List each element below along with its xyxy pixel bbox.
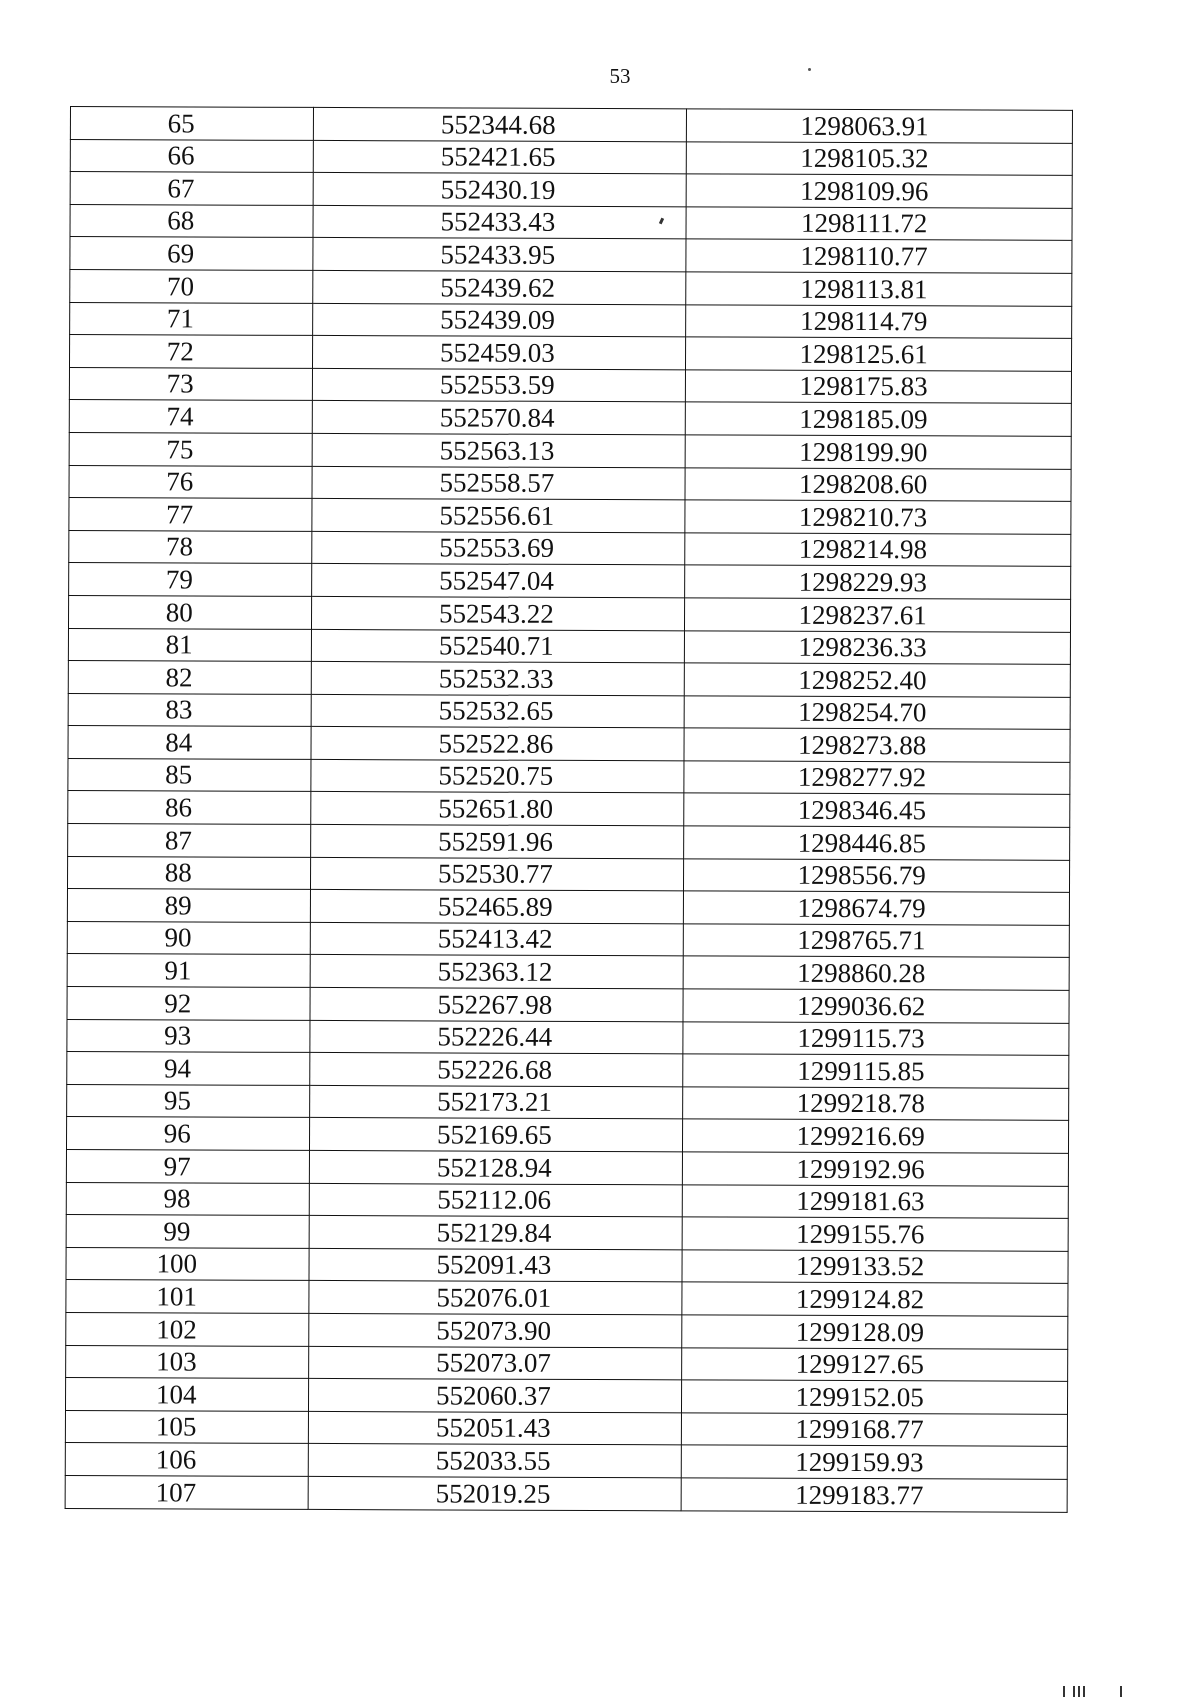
point-number-cell: 73 xyxy=(69,367,313,401)
table-row xyxy=(69,367,1071,403)
x-coordinate-cell: 552591.96 xyxy=(311,824,684,858)
x-coordinate-cell: 552226.68 xyxy=(310,1053,683,1087)
page-number: 53 xyxy=(609,64,631,88)
y-coordinate-cell: 1299155.76 xyxy=(682,1217,1068,1251)
y-coordinate-cell: 1298446.85 xyxy=(684,826,1070,860)
x-coordinate-cell: 552522.86 xyxy=(311,727,684,761)
point-number-cell: 74 xyxy=(69,400,313,434)
coordinates-table-body xyxy=(65,107,1072,1512)
y-coordinate-cell: 1298765.71 xyxy=(683,924,1069,958)
point-number-cell: 77 xyxy=(69,498,313,532)
point-number-cell: 72 xyxy=(69,335,313,369)
y-coordinate-cell: 1298254.70 xyxy=(684,696,1070,730)
x-coordinate-cell: 552091.43 xyxy=(309,1248,682,1282)
point-number-cell: 100 xyxy=(66,1247,310,1281)
y-coordinate-cell: 1298125.61 xyxy=(686,337,1072,371)
y-coordinate-cell: 1299192.96 xyxy=(683,1152,1069,1186)
table-row xyxy=(68,628,1070,664)
x-coordinate-cell: 552433.43 xyxy=(313,205,686,239)
table-row xyxy=(69,530,1071,566)
point-number-cell: 85 xyxy=(68,758,312,792)
table-row xyxy=(66,1247,1068,1283)
y-coordinate-cell: 1299115.73 xyxy=(683,1021,1069,1055)
point-number-cell: 75 xyxy=(69,432,313,466)
point-number-cell: 71 xyxy=(70,302,314,336)
table-row xyxy=(70,302,1072,338)
x-coordinate-cell: 552558.57 xyxy=(312,466,685,500)
table-row xyxy=(69,335,1071,371)
x-coordinate-cell: 552465.89 xyxy=(311,890,684,924)
table-row xyxy=(70,107,1072,143)
table-row xyxy=(69,498,1071,534)
scan-edge-marks xyxy=(1063,1686,1123,1697)
x-coordinate-cell: 552073.90 xyxy=(309,1313,682,1347)
x-coordinate-cell: 552532.33 xyxy=(312,662,685,696)
point-number-cell: 82 xyxy=(68,661,312,695)
table-row xyxy=(65,1410,1067,1446)
point-number-cell: 96 xyxy=(66,1117,310,1151)
table-row xyxy=(67,889,1069,925)
x-coordinate-cell: 552051.43 xyxy=(309,1411,682,1445)
y-coordinate-cell: 1298214.98 xyxy=(685,533,1071,567)
point-number-cell: 93 xyxy=(67,1019,311,1053)
table-row xyxy=(66,1215,1068,1251)
table-row xyxy=(65,1378,1067,1414)
y-coordinate-cell: 1298199.90 xyxy=(685,435,1071,469)
point-number-cell: 102 xyxy=(66,1312,310,1346)
table-row xyxy=(68,595,1070,631)
y-coordinate-cell: 1298252.40 xyxy=(684,663,1070,697)
point-number-cell: 91 xyxy=(67,954,311,988)
x-coordinate-cell: 552344.68 xyxy=(314,107,687,141)
point-number-cell: 103 xyxy=(66,1345,310,1379)
x-coordinate-cell: 552563.13 xyxy=(313,433,686,467)
y-coordinate-cell: 1299181.63 xyxy=(682,1184,1068,1218)
point-number-cell: 88 xyxy=(67,856,311,890)
table-row xyxy=(70,237,1072,273)
y-coordinate-cell: 1298674.79 xyxy=(684,891,1070,925)
point-number-cell: 94 xyxy=(67,1052,311,1086)
table-row xyxy=(67,1052,1069,1088)
point-number-cell: 90 xyxy=(67,921,311,955)
y-coordinate-cell: 1298236.33 xyxy=(685,630,1071,664)
y-coordinate-cell: 1298277.92 xyxy=(684,761,1070,795)
x-coordinate-cell: 552267.98 xyxy=(310,987,683,1021)
table-row xyxy=(67,987,1069,1023)
point-number-cell: 89 xyxy=(67,889,311,923)
y-coordinate-cell: 1299128.09 xyxy=(682,1315,1068,1349)
y-coordinate-cell: 1299183.77 xyxy=(681,1478,1067,1512)
point-number-cell: 65 xyxy=(70,107,314,141)
x-coordinate-cell: 552543.22 xyxy=(312,596,685,630)
x-coordinate-cell: 552540.71 xyxy=(312,629,685,663)
y-coordinate-cell: 1299115.85 xyxy=(683,1054,1069,1088)
table-row xyxy=(65,1443,1067,1479)
point-number-cell: 101 xyxy=(66,1280,310,1314)
table-row xyxy=(66,1345,1068,1381)
table-row xyxy=(67,921,1069,957)
point-number-cell: 105 xyxy=(65,1410,309,1444)
table-row xyxy=(70,204,1072,240)
table-row xyxy=(69,400,1071,436)
y-coordinate-cell: 1299124.82 xyxy=(682,1282,1068,1316)
point-number-cell: 81 xyxy=(68,628,312,662)
x-coordinate-cell: 552173.21 xyxy=(310,1085,683,1119)
x-coordinate-cell: 552459.03 xyxy=(313,336,686,370)
x-coordinate-cell: 552033.55 xyxy=(309,1444,682,1478)
y-coordinate-cell: 1298346.45 xyxy=(684,793,1070,827)
table-row xyxy=(68,693,1070,729)
x-coordinate-cell: 552530.77 xyxy=(311,857,684,891)
table-row xyxy=(66,1280,1068,1316)
table-row xyxy=(70,269,1072,305)
point-number-cell: 107 xyxy=(65,1475,309,1509)
x-coordinate-cell: 552532.65 xyxy=(312,694,685,728)
table-row xyxy=(66,1149,1068,1185)
table-row xyxy=(68,758,1070,794)
y-coordinate-cell: 1298185.09 xyxy=(685,402,1071,436)
y-coordinate-cell: 1298175.83 xyxy=(686,370,1072,404)
x-coordinate-cell: 552112.06 xyxy=(310,1183,683,1217)
x-coordinate-cell: 552651.80 xyxy=(311,792,684,826)
table-row xyxy=(69,465,1071,501)
y-coordinate-cell: 1298210.73 xyxy=(685,500,1071,534)
y-coordinate-cell: 1299127.65 xyxy=(682,1347,1068,1381)
point-number-cell: 87 xyxy=(68,824,312,858)
point-number-cell: 84 xyxy=(68,726,312,760)
y-coordinate-cell: 1299218.78 xyxy=(683,1087,1069,1121)
x-coordinate-cell: 552547.04 xyxy=(312,564,685,598)
y-coordinate-cell: 1298229.93 xyxy=(685,565,1071,599)
point-number-cell: 66 xyxy=(70,139,314,173)
y-coordinate-cell: 1298110.77 xyxy=(686,239,1072,273)
y-coordinate-cell: 1298109.96 xyxy=(686,174,1072,208)
x-coordinate-cell: 552073.07 xyxy=(309,1346,682,1380)
x-coordinate-cell: 552413.42 xyxy=(311,922,684,956)
table-row xyxy=(70,172,1072,208)
y-coordinate-cell: 1299036.62 xyxy=(683,989,1069,1023)
x-coordinate-cell: 552060.37 xyxy=(309,1379,682,1413)
table-row xyxy=(68,791,1070,827)
point-number-cell: 92 xyxy=(67,987,311,1021)
point-number-cell: 70 xyxy=(70,269,314,303)
y-coordinate-cell: 1298860.28 xyxy=(683,956,1069,990)
x-coordinate-cell: 552439.62 xyxy=(313,270,686,304)
x-coordinate-cell: 552421.65 xyxy=(314,140,687,174)
table-row xyxy=(67,954,1069,990)
x-coordinate-cell: 552553.59 xyxy=(313,368,686,402)
table-row xyxy=(66,1182,1068,1218)
y-coordinate-cell: 1299152.05 xyxy=(682,1380,1068,1414)
table-row xyxy=(68,661,1070,697)
table-row xyxy=(68,726,1070,762)
point-number-cell: 67 xyxy=(70,172,314,206)
x-coordinate-cell: 552363.12 xyxy=(311,955,684,989)
x-coordinate-cell: 552556.61 xyxy=(312,499,685,533)
point-number-cell: 106 xyxy=(65,1443,309,1477)
y-coordinate-cell: 1298273.88 xyxy=(684,728,1070,762)
point-number-cell: 99 xyxy=(66,1215,310,1249)
y-coordinate-cell: 1299168.77 xyxy=(682,1413,1068,1447)
y-coordinate-cell: 1298237.61 xyxy=(685,598,1071,632)
table-row xyxy=(67,856,1069,892)
x-coordinate-cell: 552169.65 xyxy=(310,1118,683,1152)
table-row xyxy=(65,1475,1067,1511)
y-coordinate-cell: 1298063.91 xyxy=(687,109,1073,143)
y-coordinate-cell: 1299133.52 xyxy=(682,1250,1068,1284)
y-coordinate-cell: 1299216.69 xyxy=(683,1119,1069,1153)
point-number-cell: 76 xyxy=(69,465,313,499)
y-coordinate-cell: 1298556.79 xyxy=(684,859,1070,893)
point-number-cell: 80 xyxy=(68,595,312,629)
x-coordinate-cell: 552570.84 xyxy=(313,401,686,435)
table-row xyxy=(67,1084,1069,1120)
table-row xyxy=(66,1312,1068,1348)
point-number-cell: 79 xyxy=(69,563,313,597)
table-row xyxy=(69,563,1071,599)
x-coordinate-cell: 552129.84 xyxy=(310,1216,683,1250)
x-coordinate-cell: 552128.94 xyxy=(310,1150,683,1184)
y-coordinate-cell: 1298113.81 xyxy=(686,272,1072,306)
x-coordinate-cell: 552520.75 xyxy=(311,759,684,793)
y-coordinate-cell: 1298111.72 xyxy=(686,207,1072,241)
coordinates-table xyxy=(65,106,1073,1512)
table-row xyxy=(68,824,1070,860)
x-coordinate-cell: 552433.95 xyxy=(313,238,686,272)
table-row xyxy=(70,139,1072,175)
table-row xyxy=(69,432,1071,468)
y-coordinate-cell: 1298114.79 xyxy=(686,304,1072,338)
y-coordinate-cell: 1298105.32 xyxy=(686,141,1072,175)
x-coordinate-cell: 552439.09 xyxy=(313,303,686,337)
point-number-cell: 95 xyxy=(67,1084,311,1118)
scan-speck xyxy=(808,68,811,71)
point-number-cell: 104 xyxy=(65,1378,309,1412)
x-coordinate-cell: 552553.69 xyxy=(312,531,685,565)
point-number-cell: 83 xyxy=(68,693,312,727)
y-coordinate-cell: 1299159.93 xyxy=(681,1445,1067,1479)
table-row xyxy=(66,1117,1068,1153)
point-number-cell: 97 xyxy=(66,1149,310,1183)
point-number-cell: 69 xyxy=(70,237,314,271)
x-coordinate-cell: 552076.01 xyxy=(309,1281,682,1315)
point-number-cell: 68 xyxy=(70,204,314,238)
point-number-cell: 98 xyxy=(66,1182,310,1216)
x-coordinate-cell: 552430.19 xyxy=(314,173,687,207)
y-coordinate-cell: 1298208.60 xyxy=(685,467,1071,501)
x-coordinate-cell: 552226.44 xyxy=(310,1020,683,1054)
table-row xyxy=(67,1019,1069,1055)
point-number-cell: 78 xyxy=(69,530,313,564)
x-coordinate-cell: 552019.25 xyxy=(309,1476,682,1510)
point-number-cell: 86 xyxy=(68,791,312,825)
